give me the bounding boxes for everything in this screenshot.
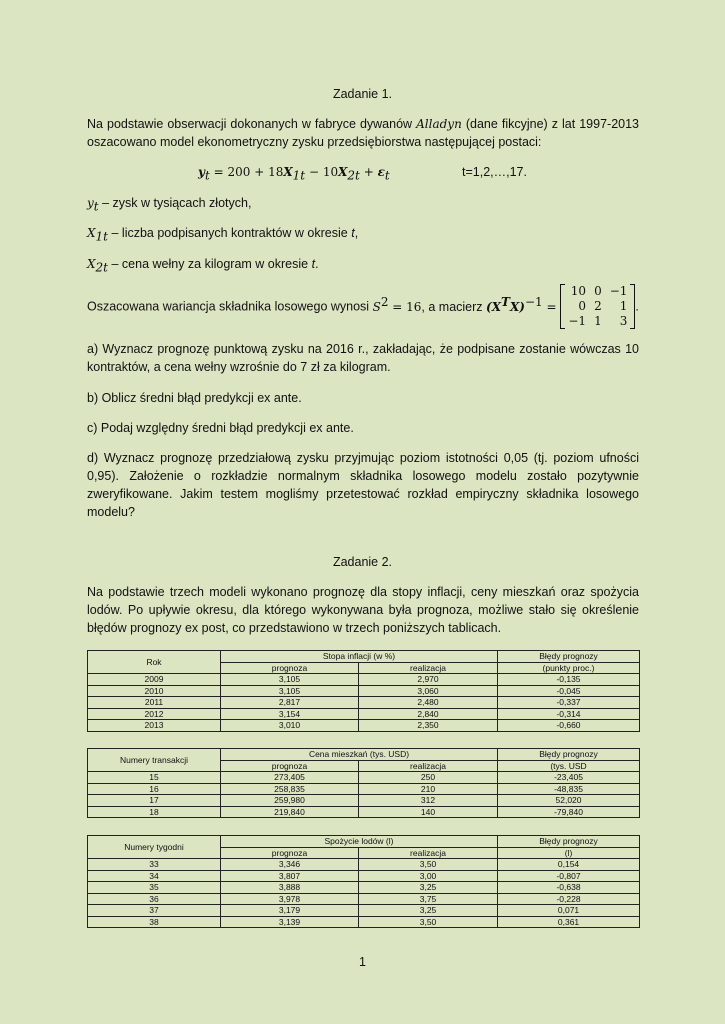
table-cell: 3,50 [359, 859, 498, 871]
question-a: a) Wyznacz prognozę punktową zysku na 2016 r., zakładając, że podpisane zostanie wówczas 10 kontraktów, a cena wełny wzrośnie do 7 zł za kilogram. [87, 342, 639, 374]
group-housing: Cena mieszkań (tys. USD) [221, 749, 498, 761]
err-header-1: Błędy prognozy [498, 651, 640, 663]
table-cell: 140 [359, 806, 498, 818]
table-cell: -48,835 [498, 783, 640, 795]
m10: 0 [578, 299, 587, 313]
def-x1-t: t [351, 226, 355, 240]
eq-part1: = 200 + 18 [209, 165, 284, 179]
task1-title: Zadanie 1. [332, 87, 393, 101]
table-cell: 3,807 [221, 870, 359, 882]
err-header-1: Błędy prognozy [498, 749, 640, 761]
variance-line [87, 284, 639, 329]
def-x2-sub: 2t [95, 260, 109, 275]
col-year: Rok [88, 651, 221, 674]
def-x2 [87, 255, 319, 273]
table-cell: -0,807 [498, 870, 640, 882]
task1-intro [87, 115, 639, 151]
sub-forecast: prognoza [221, 847, 359, 859]
table-cell: 3,00 [359, 870, 498, 882]
table-cell: 3,888 [221, 882, 359, 894]
eq-eps-sub-t: t [384, 168, 390, 183]
table-cell: 33 [88, 859, 221, 871]
table-cell: 312 [359, 795, 498, 807]
table-cell: 15 [88, 772, 221, 784]
table-cell: 52,020 [498, 795, 640, 807]
variance-sup2: 2 [380, 294, 389, 309]
col-week: Numery tygodni [88, 836, 221, 859]
table-cell: 3,105 [221, 685, 359, 697]
def-x1-sub: 1t [95, 229, 109, 244]
table-row [88, 859, 640, 871]
table-cell: 2011 [88, 697, 221, 709]
table-cell: 0,071 [498, 905, 640, 917]
def-x2-sym: X [87, 257, 96, 271]
eq-sub-2t: 2t [347, 168, 360, 183]
variance-eq: = 16 [388, 299, 422, 314]
m12: 1 [619, 299, 628, 313]
table-cell: 2010 [88, 685, 221, 697]
question-b: b) Oblicz średni błąd predykcji ex ante. [87, 391, 302, 405]
table-cell: 3,010 [221, 720, 359, 732]
matrix-xc: X) [509, 299, 525, 314]
table-cell: 219,840 [221, 806, 359, 818]
table-row [88, 674, 640, 686]
m01: 0 [594, 284, 602, 298]
table-cell: 18 [88, 806, 221, 818]
table-cell: 273,405 [221, 772, 359, 784]
table-cell: -0,228 [498, 893, 640, 905]
page-number: 1 [359, 955, 366, 969]
table-cell: 2012 [88, 708, 221, 720]
eq-sub-t: t [204, 168, 210, 183]
table-row [88, 708, 640, 720]
model-equation [198, 163, 390, 181]
task1-intro-rest: (dane fikcyjne) z lat 1997-2013 oszacowano model ekonometryczny zysku przedsiębiorstwa następującej postaci: [87, 117, 640, 149]
sub-realization: realizacja [359, 662, 498, 674]
table-cell: 38 [88, 916, 221, 928]
covariance-matrix [560, 284, 635, 329]
table-cell: 2,817 [221, 697, 359, 709]
def-x2-end: . [315, 257, 319, 271]
def-x1-text: – liczba podpisanych kontraktów w okresie [108, 226, 352, 240]
eq-x1: X [283, 165, 293, 179]
housing-table [87, 748, 640, 818]
sub-forecast: prognoza [221, 760, 359, 772]
table-cell: 16 [88, 783, 221, 795]
table-cell: 3,25 [359, 882, 498, 894]
table-cell: 3,25 [359, 905, 498, 917]
factory-name: Alladyn [416, 117, 462, 131]
def-y-sym: y [87, 196, 94, 210]
sub-forecast: prognoza [221, 662, 359, 674]
eq-part3: + [359, 165, 378, 179]
table-cell: 2,840 [359, 708, 498, 720]
err-header-2: (l) [498, 847, 640, 859]
table-row [88, 685, 640, 697]
table-cell: -0,337 [498, 697, 640, 709]
m02: −1 [609, 284, 628, 298]
def-x2-text: – cena wełny za kilogram w okresie [108, 257, 312, 271]
matrix-end: . [635, 299, 639, 314]
sub-realization: realizacja [359, 760, 498, 772]
eq-x2: X [338, 165, 348, 179]
task2-title: Zadanie 2. [332, 555, 393, 569]
question-d: d) Wyznacz prognozę przedziałową zysku przyjmując poziom istotności 0,05 (tj. poziom ufności 0,95). Założenie o rozkładzie normalnym składnika losowego modelu zostało pozytywnie zweryfikowane. Jakim testem mogliśmy przetestować rozkład empiryczny składnika losowego modelu? [87, 451, 639, 519]
def-x2-t: t [311, 257, 316, 271]
table-cell: 3,060 [359, 685, 498, 697]
eq-epsilon: ε [377, 165, 385, 179]
def-x1-sym: X [87, 226, 96, 240]
def-x1 [87, 224, 358, 242]
table-row [88, 916, 640, 928]
m22: 3 [619, 314, 628, 328]
question-c: c) Podaj względny średni błąd predykcji ex ante. [87, 421, 354, 435]
table-cell: -23,405 [498, 772, 640, 784]
task1-intro-start: Na podstawie obserwacji dokonanych w fabryce dywanów [87, 117, 413, 131]
table-cell: 0,154 [498, 859, 640, 871]
table-cell: 3,154 [221, 708, 359, 720]
icecream-table [87, 835, 640, 928]
table-cell: 259,980 [221, 795, 359, 807]
table-row [88, 870, 640, 882]
table-row [88, 697, 640, 709]
table-cell: 17 [88, 795, 221, 807]
m00: 10 [570, 284, 587, 298]
variance-S: S [372, 299, 381, 314]
table-cell: 3,75 [359, 893, 498, 905]
eq-part2: − 10 [305, 165, 339, 179]
group-inflation: Stopa inflacji (w %) [221, 651, 498, 663]
table-cell: 3,139 [221, 916, 359, 928]
table-cell: 34 [88, 870, 221, 882]
table-cell: 37 [88, 905, 221, 917]
matrix-equals: = [542, 299, 561, 314]
m11: 2 [594, 299, 602, 313]
group-icecream: Spożycie lodów (l) [221, 836, 498, 848]
table-cell: 258,835 [221, 783, 359, 795]
task2-intro: Na podstawie trzech modeli wykonano prognozę dla stopy inflacji, ceny mieszkań oraz spożycia lodów. Po upływie okresu, dla którego wykonywana była prognoza, możliwe stało się określenie błędów prognozy ex post, co przedstawiono w trzech poniższych tablicach. [87, 585, 639, 635]
sub-realization: realizacja [359, 847, 498, 859]
matrix-xtx: (X [486, 299, 502, 314]
def-y-text: – zysk w tysiącach złotych, [98, 196, 252, 210]
err-header-2: (punkty proc.) [498, 662, 640, 674]
table-cell: -0,638 [498, 882, 640, 894]
table-cell: 2009 [88, 674, 221, 686]
table-cell: 36 [88, 893, 221, 905]
table-cell: 35 [88, 882, 221, 894]
table-row [88, 783, 640, 795]
eq-sub-1t: 1t [292, 168, 306, 183]
table-row [88, 772, 640, 784]
table-row [88, 882, 640, 894]
table-row [88, 720, 640, 732]
inflation-table [87, 650, 640, 732]
matrix-supinv: −1 [524, 294, 543, 309]
table-cell: 2,350 [359, 720, 498, 732]
table-cell: 3,50 [359, 916, 498, 928]
table-cell: -0,314 [498, 708, 640, 720]
m21: 1 [594, 314, 602, 328]
def-y-sub: t [93, 199, 99, 214]
matrix-supT: T [501, 294, 510, 309]
table-cell: 2,970 [359, 674, 498, 686]
table-cell: 250 [359, 772, 498, 784]
table-cell: 2013 [88, 720, 221, 732]
m20: −1 [568, 314, 587, 328]
table-cell: -79,840 [498, 806, 640, 818]
variance-pre: Oszacowana wariancja składnika losowego wynosi [87, 299, 370, 314]
table-row [88, 905, 640, 917]
eq-y: y [198, 165, 205, 179]
table-cell: -0,045 [498, 685, 640, 697]
table-row [88, 806, 640, 818]
variance-mid: , a macierz [421, 299, 483, 314]
table-row [88, 893, 640, 905]
table-cell: -0,135 [498, 674, 640, 686]
table-cell: 210 [359, 783, 498, 795]
err-header-2: (tys. USD [498, 760, 640, 772]
table-cell: 2,480 [359, 697, 498, 709]
table-cell: -0,660 [498, 720, 640, 732]
def-x1-end: , [354, 226, 359, 240]
equation-range: t=1,2,…,17. [462, 165, 527, 179]
table-cell: 3,179 [221, 905, 359, 917]
err-header-1: Błędy prognozy [498, 836, 640, 848]
table-row [88, 795, 640, 807]
def-y [87, 194, 251, 212]
table-cell: 3,978 [221, 893, 359, 905]
table-cell: 3,346 [221, 859, 359, 871]
table-cell: 3,105 [221, 674, 359, 686]
table-cell: 0,361 [498, 916, 640, 928]
col-transaction: Numery transakcji [88, 749, 221, 772]
